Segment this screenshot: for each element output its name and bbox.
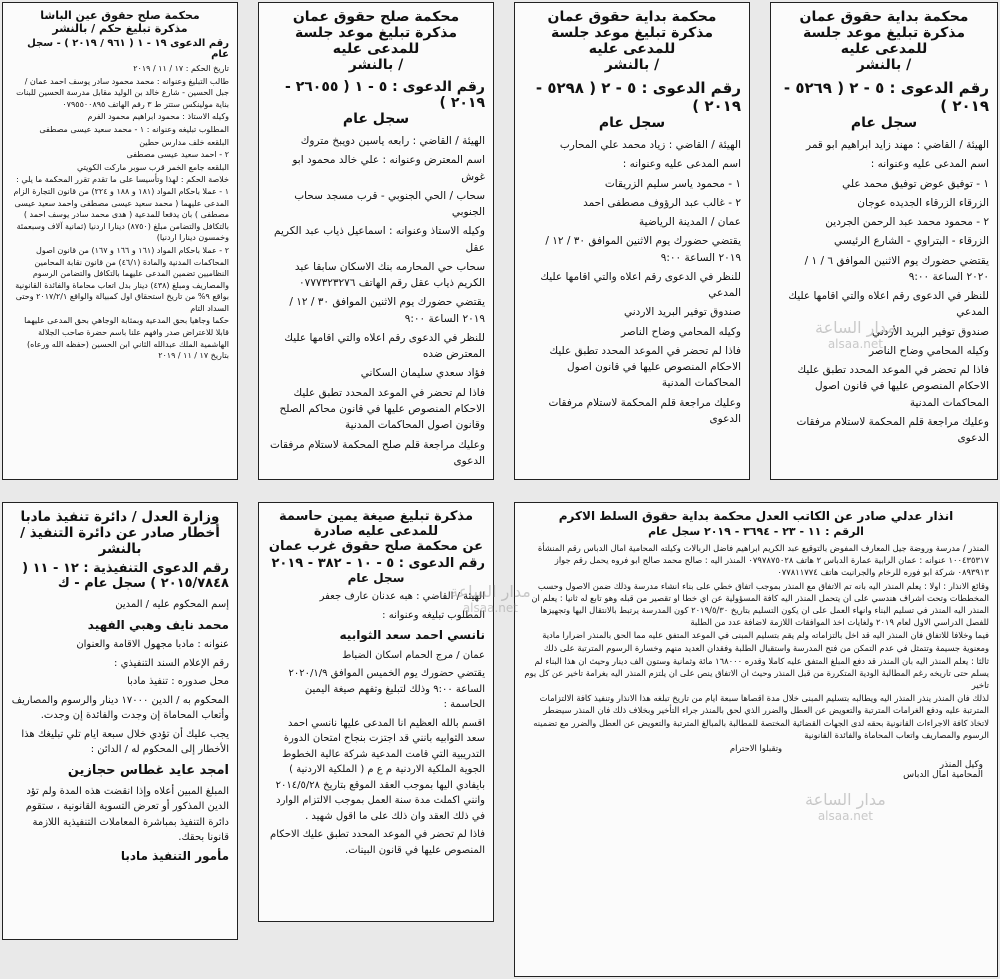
notice-line: ١ - توفيق عوض توفيق محمد علي — [842, 177, 989, 190]
notice-bidaya-amman-5298 — [514, 2, 750, 480]
notice-line: اسم المعترض وعنوانه : علي خالد محمود ابو غوش — [292, 154, 485, 183]
notice-body — [523, 137, 741, 427]
notice-type: مذكرة تبليغ موعد جلسة للمدعى عليه — [550, 25, 714, 57]
notice-line: الهيئة / القاضي : هبه عدنان عارف جعفر — [319, 591, 485, 602]
registry: سجل عام — [342, 111, 410, 127]
notice-type: أخطار صادر عن دائرة التنفيذ / — [20, 525, 220, 541]
notice-line: فؤاد سعدي سليمان السكاني — [360, 367, 485, 380]
notice-method: / بالنشر — [348, 57, 404, 73]
notice-solh-ain-albasha — [2, 2, 238, 480]
notice-line: ٢ - عملا باحكام المواد (١٦١ و ١٦٦ و ١٦٧) من قانون اصول المحاكمات المدنية والمادة (٤٦/١) من قانون نقابة المحامين النظاميين تضمين المدعى عليهما بالتكافل والتضامن الرسوم والمصاريف ومبلغ (٤٣٨) دينار بدل اتعاب محاماة والفائدة القانونية بواقع ٩% من تاريخ استحقاق اول كمبيالة والواقع ٢٠١٧/٢/١ وحتى السداد التام — [15, 245, 229, 313]
watermark-arabic: مدار الساعة — [815, 318, 896, 337]
signature: مأمور التنفيذ مادبا — [120, 848, 229, 863]
ministry-name: وزارة العدل / دائرة تنفيذ مادبا — [20, 509, 220, 525]
notice-header — [779, 9, 989, 73]
case-number: رقم الدعوى : ٥ - ١٠ - ٣٨٢ - ٢٠١٩ — [271, 556, 485, 571]
notice-line: للنظر في الدعوى رقم اعلاه والتي اقامها عليك المدعي — [540, 270, 741, 300]
notice-line: سحاب حي المحارمه بنك الاسكان سابقا عبد الكريم ذياب عقل رقم الهاتف ٠٧٧٧٣٢٣٢٧٦ — [294, 260, 485, 290]
registry: سجل عام — [598, 115, 666, 131]
notice-line: المطلوب تبليغه وعنوانه : ١ - محمد سعيد عيسى مصطفى — [39, 124, 229, 134]
notice-body — [523, 542, 989, 754]
notice-header — [267, 9, 485, 73]
notice-body — [267, 133, 485, 469]
notice-header — [523, 9, 741, 73]
notice-line: فاذا لم تحضر في الموعد المحدد تطبق عليك الاحكام المنصوص عليها في قانون البينات. — [270, 829, 485, 856]
notice-line: اسم المدعى عليه وعنوانه : — [870, 158, 989, 171]
notice-line: المحكوم به / الدين ١٧٠٠٠ دينار والرسوم والمصاريف وأتعاب المحاماة إن وجدت والفائدة إن وجدت. — [11, 694, 229, 722]
notice-header — [267, 509, 485, 554]
notice-line: حكما وجاهيا بحق المدعية وبمثابة الوجاهي بحق المدعى عليهما قابلا للاعتراض صدر وافهم علنا باسم حضرة صاحب الجلالة الهاشمية الملك عبدالله الثاني ابن الحسين (حفظه الله ورعاه) بتاريخ ١٧ / ١١ / ٢٠١٩ — [24, 316, 229, 361]
notice-line: فيما وخلافا للاتفاق فان المنذر اليه قد اخل بالتزاماته ولم يقم بتسليم المبنى في الموعد المتفق عليه مما الحق بالمنذر اضرارا مادية ومعنوية جسيمة وتتمثل في عدم التمكن من فتح المدرسة واستقبال الطلبة وفقدان العديد منهم وخسارة الرسوم المترتبة على ذلك — [542, 630, 989, 653]
case-number: رقم الدعوى ١٩ - ١ ( ٩٦١ / ٢٠١٩ ) - سجل عام — [27, 38, 229, 60]
notice-line: البلقعه جامع الخمر قرب سوبر ماركت الكويتي — [77, 162, 229, 172]
notice-line: الهيئة / القاضي : زياد محمد علي المحارب — [559, 139, 741, 151]
court-name: محكمة صلح حقوق عين الباشا — [40, 9, 200, 22]
notice-type: مذكرة تبليغ صيغة يمين حاسمة للمدعى عليه صادرة — [279, 509, 473, 539]
notice-line: يقتضي حضورك يوم الخميس الموافق ٢٠٢٠/١/٩ الساعة ٩:٠٠ وذلك لتبليغ وتفهم صيغة اليمين الحاسمة : — [288, 668, 485, 711]
notice-line: للنظر في الدعوى رقم اعلاه والتي اقامها عليك المعترض ضده — [284, 331, 485, 361]
notice-line: وعليك مراجعة قلم صلح المحكمة لاستلام مرفقات الدعوى — [269, 438, 485, 467]
case-number: رقم الدعوى : ٥ - ٢ ( ٥٢٩٨ - ٢٠١٩ ) — [535, 79, 741, 115]
notice-line: محمد نايف وهبي الفهيد — [87, 617, 229, 632]
notice-warning-salt — [514, 502, 998, 977]
notice-line: اسم المدعى عليه وعنوانه : — [622, 158, 741, 171]
notice-line: صندوق توفير البريد الاردني — [624, 306, 741, 319]
notice-body — [779, 137, 989, 447]
case-number: رقم الدعوى : ٥ - ٢ ( ٥٢٦٩ - ٢٠١٩ ) — [783, 79, 989, 115]
notice-line: صندوق توفير البريد الأردني — [872, 325, 989, 338]
notice-line: وكيله المحامي وضاح الناصر — [620, 325, 741, 338]
notice-line: يقتضي حضورك يوم الاثنين الموافق ٣٠ / ١٢ / ٢٠١٩ الساعة ٩:٠٠ — [289, 296, 485, 325]
notice-line: للنظر في الدعوى رقم اعلاه والتي اقامها عليك المدعي — [788, 290, 989, 319]
signature-name: المحامية امال الدباس — [903, 770, 983, 781]
notice-line: محل صدوره : تنفيذ مادبا — [127, 676, 229, 688]
notice-execution-madaba — [2, 502, 238, 940]
case-number: رقم الدعوى : ٥ - ١ ( ٢٦٠٥٥ - ٢٠١٩ ) — [285, 79, 485, 111]
court-name: محكمة صلح حقوق عمان — [292, 9, 460, 25]
notice-line: يجب عليك أن تؤدي خلال سبعة ايام تلي تبليغك هذا الأخطار إلى المحكوم له / الدائن : — [21, 728, 229, 756]
notice-header — [11, 9, 229, 35]
notice-line: وكيله المحامي وضاح الناصر — [868, 344, 989, 357]
notice-line: عمان / مرج الحمام اسكان الضباط — [342, 649, 485, 661]
notice-header — [11, 509, 229, 557]
notice-line: تاريخ الحكم : ١٧ / ١١ / ٢٠١٩ — [133, 64, 229, 73]
notice-line: لذلك فان المنذر ينذر المنذر اليه ويطالبه بتسليم المبنى خلال مدة اقصاها سبعة ايام من تاريخ تبلغه هذا الانذار وتنفيذ كافة الالتزامات المترتبة عليه ودفع الغرامات المترتبة والتعويض عن العطل والضرر الذي لحق بالمنذر جراء التأخير وبخلاف ذلك فان المنذر سيضطر لاتخاذ كافة الاجراءات القانونية بحقه لدى الجهات القضائية المختصة للمطالبة بالمبالغ المترتبة والتعويض عن العطل والضرر مع تضمينه الرسوم والمصاريف واتعاب المحاماة والفائدة القانونية — [533, 693, 989, 740]
notice-body — [11, 63, 229, 362]
notice-line: ثالثا : يعلم المنذر اليه بان المنذر قد دفع المبلغ المتفق عليه كاملا وقدره ١٦٨٠٠٠ مائة وثمانية وستون الف دينار وحيث ان هذا البناء لم يسلم حتى تاريخه رغم المطالبة الودية المتكررة من قبل المنذر وحيث ان الاتفاق ينص على ان يلتزم المنذر اليه بغرامة تاخير عن كل يوم تاخير — [524, 655, 989, 691]
notice-line: المبلغ المبين أعلاه وإذا انقضت هذه المدة ولم تؤد الدين المذكور أو تعرض التسوية القانونية ، ستقوم دائرة التنفيذ بمباشرة المعاملات التنفيذية اللازمة قانونا بحقك. — [25, 785, 229, 844]
notice-line: الزرقاء الزرقاء الجديده عوجان — [857, 196, 989, 209]
notice-line: ٢ - غالب عبد الرؤوف مصطفى احمد — [583, 196, 741, 209]
notice-line: فاذا لم تحضر في الموعد المحدد تطبق عليك الاحكام المنصوص عليها في قانون اصول المحاكمات المدنية — [549, 344, 741, 390]
notice-line: وكيله الاستاذ وعنوانه : اسماعيل ذياب عبد الكريم عقل — [273, 225, 485, 254]
watermark-latin: alsaa.net — [817, 809, 873, 823]
notice-line: فاذا لم تحضر في الموعد المحدد تطبق عليك الاحكام المنصوص عليها في قانون اصول المحاكمات المدنية — [797, 364, 989, 409]
watermark-arabic: مدار الساعة — [805, 790, 886, 809]
notice-type: مذكرة تبليغ موعد جلسة للمدعى عليه — [802, 25, 966, 57]
notice-solh-amman-26055 — [258, 2, 494, 480]
notice-line: اقسم بالله العظيم انا المدعى عليها نانسي احمد سعد الثوابيه بانني قد اجتزت بنجاح امتحان الدورة التدريبية التي قامت المدعية شركة عالية الخطوط الجوية الملكية الاردنية م ع م ( الملكية الاردنية ) بايفادي اليها بموجب العقد الموقع بتاريخ ٢٠١٤/٥/٢٨ وانني اكملت مدة سنة العمل بموجب الالتزام الوارد في ذلك العقد وان ذلك على ما اقول شهيد . — [275, 717, 485, 822]
notice-line: الهيئة / القاضي : مهند زايد ابراهيم ابو قمر — [806, 139, 989, 151]
notice-line: خلاصة الحكم : لهذا وتأسيسا على ما تقدم تقرر المحكمة ما يلي : ١ - عملا باحكام المواد (١٨١ و ١٨٨ و ٢٢٤) من قانون التجارة الزام المدعى عليهما ( محمد سعيد عيسى مصطفى واحمد سعيد عيسى مصطفى ) بان يدفعا للمدعية ( هدى محمد سادر يوسف احمد ) بالتكافل والتضامن مبلغ (٨٧٥٠) دينارا اردنيا (ثمانية آلاف وسبعمئة وخمسون دينارا اردنيا) — [13, 175, 229, 243]
notice-line: وقائع الانذار : اولا : يعلم المنذر اليه بانه تم الاتفاق مع المنذر بموجب اتفاق خطي على بناء انشاء مدرسة وذلك ضمن الاصول وحسب المخططات وتحت اشراف هندسي على ان يتحمل المنذر اليه كافة المسؤولية عن اي خطا او تقصير من قبله وهو تابع له ثانيا : يعلم ان المنذر اليه المنذر في تسليم البناء وانهاء العمل على ان يكون التسليم بتاريخ ٢٠١٩/٥/٣٠ كون المدرسة يرتبط بالانتقال اليها وتجهيزها للفصل الدراسي الاول لعام ٢٠١٩ ولغايات اخذ الموافقات اللازمة لاضافة عدد من الطلبة — [531, 580, 989, 628]
notice-line: البلقعه خلف مدارس حطين — [139, 137, 229, 147]
case-number: رقم الدعوى التنفيذية : ١٢ - ١١ ( ٢٠١٥/٧٨٤٨ ) سجل عام - ك — [22, 561, 229, 591]
case-number: الرقم : ١١ - ٢٣ - ٣٦٩٤ - ٢٠١٩ سجل عام — [648, 525, 864, 538]
notice-line: المطلوب تبليغه وعنوانه : — [382, 609, 485, 621]
court-name: عن محكمة صلح حقوق غرب عمان — [268, 539, 484, 554]
notice-line: إسم المحكوم عليه / المدين — [115, 599, 229, 610]
court-name: محكمة بداية حقوق عمان — [799, 9, 969, 25]
notice-line: ١ - محمود ياسر سليم الزريقات — [604, 177, 741, 190]
notice-line: الزرقاء - البتراوي - الشارع الرئيسي — [834, 235, 989, 248]
notice-method: / بالنشر — [856, 57, 912, 73]
notice-line: الهيئة / القاضي : رابعه ياسين دويبخ متروك — [300, 135, 485, 147]
notice-line: فاذا لم تحضر في الموعد المحدد تطبق عليك الاحكام المنصوص عليها في قانون محاكم الصلح وقانون اصول المحاكمات المدنية — [279, 386, 485, 432]
notice-line: وعليك مراجعة قلم المحكمة لاستلام مرفقات الدعوى — [548, 396, 741, 425]
notice-line: المنذر / مدرسة وروضة جيل المعارف المفوض بالتوقيع عبد الكريم ابراهيم فاضل الربالات وكيلته المحامية امال الدباس رقم المنشأة ١٠٠٤٣٥٣١٧ عنوانه : عمان الرابية عمارة الدباس ٢ هاتف ٠٧٩٧٨٧٥٠٢٨ المنذر اليه : صالح محمد صالح ابو فروه يحمل رقم جواز ٠٨٩٣٩١٣ شركة ابو فوره للرخام والجرانيت هاتف ٠٧٧٨١١٧٧٤ — [537, 543, 989, 578]
notice-line: امجد عايد غطاس حجازين — [67, 762, 229, 778]
notice-line: سحاب / الحي الجنوبي - قرب مسجد سحاب الجنوبي — [294, 189, 485, 219]
registry: سجل عام — [347, 571, 405, 585]
watermark-arabic: مدار الساعة — [450, 582, 531, 601]
notice-line: عنوانه : مادبا مجهول الاقامة والعنوان — [76, 639, 229, 651]
notice-line: عمان / المدينة الرياضية — [639, 216, 741, 229]
notice-line: نانسي احمد سعد الثوابيه — [339, 628, 485, 642]
signature-block — [523, 760, 989, 780]
registry: سجل عام — [850, 115, 918, 131]
signature-title: وكيل المنذر — [939, 760, 983, 771]
watermark-latin: alsaa.net — [827, 337, 883, 351]
notice-line: يقتضي حضورك يوم الاثنين الموافق ٦ / ١ / ٢٠٢٠ الساعة ٩:٠٠ — [804, 254, 989, 283]
notice-title: انذار عدلي صادر عن الكاتب العدل محكمة بداية حقوق السلط الاكرم — [558, 509, 954, 523]
notice-method: بالنشر — [98, 541, 142, 557]
notice-method: / بالنشر — [604, 57, 660, 73]
court-name: محكمة بداية حقوق عمان — [547, 9, 717, 25]
notice-bidaya-amman-5269 — [770, 2, 998, 480]
notice-line: وكيله الاستاذ : محمود ابراهيم محمود الفرم — [87, 112, 229, 122]
notice-line: ٢ - احمد سعيد عيسى مصطفى — [126, 150, 229, 160]
notice-type: مذكرة تبليغ حكم / بالنشر — [52, 22, 188, 35]
notice-body — [267, 589, 485, 858]
notice-line: وتقبلوا الاحترام — [729, 743, 783, 753]
notice-type: مذكرة تبليغ موعد جلسة للمدعى عليه — [294, 25, 458, 57]
notice-header — [523, 509, 989, 523]
notice-line: طالب التبليغ وعنوانه : محمد محمود سادر يوسف احمد عمان / جبل الحسين - شارع خالد بن الوليد مقابل مدرسة الحسين للبنات بناية مولينكس ستتر ط ٣ رقم الهاتف ٠٧٩٥٥٠٠٨٩٥ — [16, 76, 229, 109]
notice-oath-west-amman — [258, 502, 494, 922]
notice-line: ٢ - محمود محمد عبد الرحمن الجردين — [825, 216, 989, 229]
notice-body — [11, 597, 229, 846]
notice-line: وعليك مراجعة قلم المحكمة لاستلام مرفقات الدعوى — [796, 415, 989, 445]
notice-line: رقم الإعلام السند التنفيذي : — [114, 657, 229, 669]
watermark-latin: alsaa.net — [462, 601, 518, 615]
notice-line: يقتضي حضورك يوم الاثنين الموافق ٣٠ / ١٢ / ٢٠١٩ الساعة ٩:٠٠ — [545, 235, 741, 264]
